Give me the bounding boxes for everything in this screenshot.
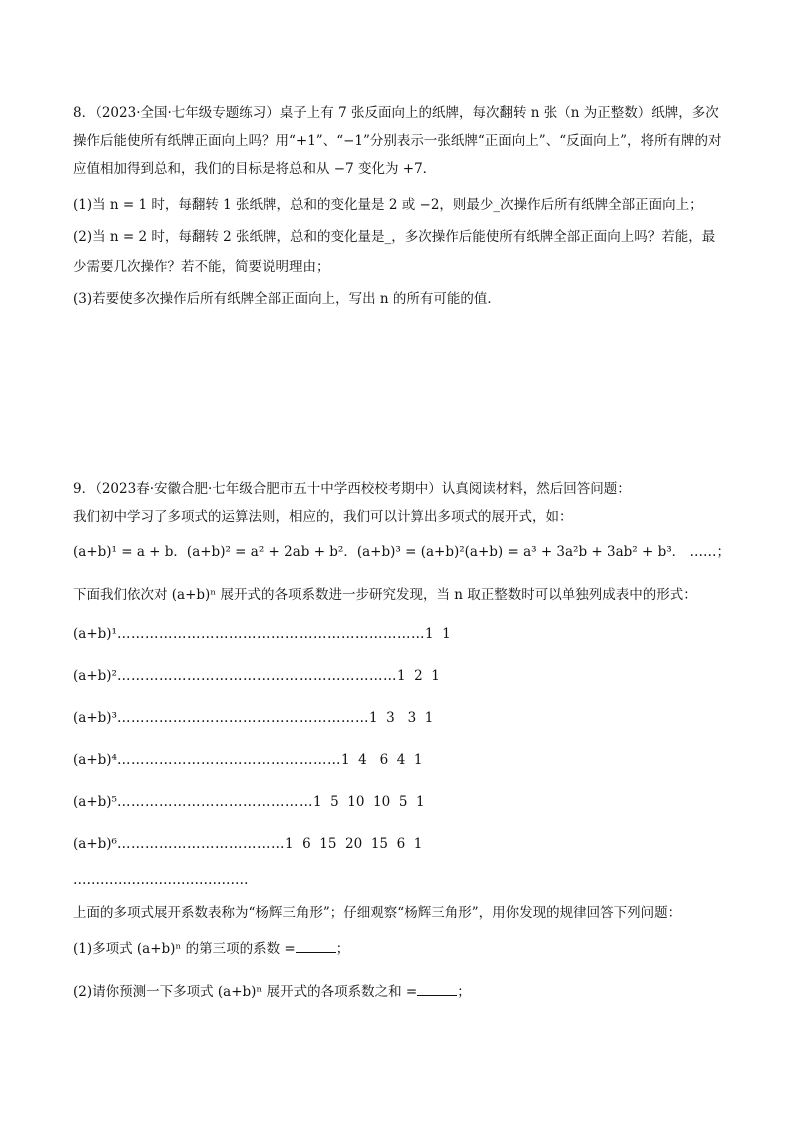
- pascal-row-1: [73, 626, 451, 642]
- q9-line-4: 上面的多项式展开系数表称为“杨辉三角形”；仔细观察“杨辉三角形”，用你发现的规律回答下列问题：: [73, 905, 682, 921]
- row-dots: ……………………………………………………: [116, 668, 397, 684]
- q8-part-2b: 少需要几次操作？若不能，简要说明理由；: [73, 259, 330, 275]
- row-expression: (a+b)⁶: [73, 836, 117, 852]
- pascal-row-2: [73, 668, 440, 684]
- q8-line-3: 应值相加得到总和，我们的目标是将总和从 −7 变化为 +7．: [73, 161, 437, 177]
- sub-2-end: ；: [457, 984, 471, 1000]
- q8-part-3: (3)若要使多次操作后所有纸牌全部正面向上，写出 n 的所有可能的值．: [73, 291, 501, 307]
- row-coefficients: 1 5 10 10 5 1: [312, 794, 425, 810]
- q8-part-2a: (2)当 n = 2 时，每翻转 2 张纸牌，总和的变化量是_，多次操作后能使所有纸牌全部正面向上吗？若能，最: [73, 229, 716, 245]
- row-coefficients: 1 6 15 20 15 6 1: [284, 836, 423, 852]
- answer-blank-1[interactable]: [296, 940, 336, 953]
- row-coefficients: 1 3 3 1: [368, 710, 434, 726]
- row-coefficients: 1 4 6 4 1: [340, 752, 423, 768]
- row-coefficients: 1 1: [424, 626, 451, 642]
- q9-line-1: 9．（2023春·安徽合肥·七年级合肥市五十中学西校校考期中）认真阅读材料，然后回答问题：: [73, 481, 631, 497]
- row-expression: (a+b)⁴: [73, 752, 117, 768]
- q9-line-2: 我们初中学习了多项式的运算法则，相应的，我们可以计算出多项式的展开式，如：: [73, 509, 573, 525]
- pascal-row-5: [73, 794, 425, 810]
- row-expression: (a+b)²: [73, 668, 117, 684]
- pascal-row-6: [73, 836, 422, 852]
- q9-formula: (a+b)¹ = a + b．(a+b)² = a² + 2ab + b²．(a+b)³ = (a+b)²(a+b) = a³ + 3a²b + 3ab² + b³． ……；: [73, 544, 730, 560]
- q8-line-2: 操作后能使所有纸牌正面向上吗？用“+1”、“−1”分别表示一张纸牌“正面向上”、“反面向上”，将所有牌的对: [73, 133, 722, 149]
- pascal-ellipsis-row: …………………………………: [73, 872, 249, 888]
- row-dots: ………………………………: [116, 836, 285, 852]
- row-dots: …………………………………………………………: [116, 626, 425, 642]
- q8-line-1: 8．（2023·全国·七年级专题练习）桌子上有 7 张反面向上的纸牌，每次翻转 n 张（n 为正整数）纸牌，多次: [73, 105, 719, 121]
- row-dots: …………………………………………: [116, 752, 341, 768]
- row-dots: ……………………………………: [116, 794, 313, 810]
- row-expression: (a+b)⁵: [73, 794, 117, 810]
- q9-line-3: 下面我们依次对 (a+b)ⁿ 展开式的各项系数进一步研究发现，当 n 取正整数时可以单独列成表中的形式：: [73, 587, 697, 603]
- q9-sub-2: [73, 983, 471, 1001]
- q9-sub-1: [73, 940, 349, 958]
- pascal-row-3: [73, 710, 433, 726]
- row-expression: (a+b)³: [73, 710, 117, 726]
- sub-2-text: (2)请你预测一下多项式 (a+b)ⁿ 展开式的各项系数之和 =: [73, 984, 418, 1000]
- sub-1-text: (1)多项式 (a+b)ⁿ 的第三项的系数 =: [73, 941, 296, 957]
- pascal-row-4: [73, 752, 423, 768]
- answer-blank-2[interactable]: [417, 983, 457, 996]
- row-expression: (a+b)¹: [73, 626, 117, 642]
- sub-1-end: ；: [335, 941, 350, 957]
- q8-part-1: (1)当 n = 1 时，每翻转 1 张纸牌，总和的变化量是 2 或 −2，则最少_次操作后所有纸牌全部正面向上；: [73, 197, 703, 213]
- row-coefficients: 1 2 1: [396, 668, 440, 684]
- row-dots: ………………………………………………: [116, 710, 369, 726]
